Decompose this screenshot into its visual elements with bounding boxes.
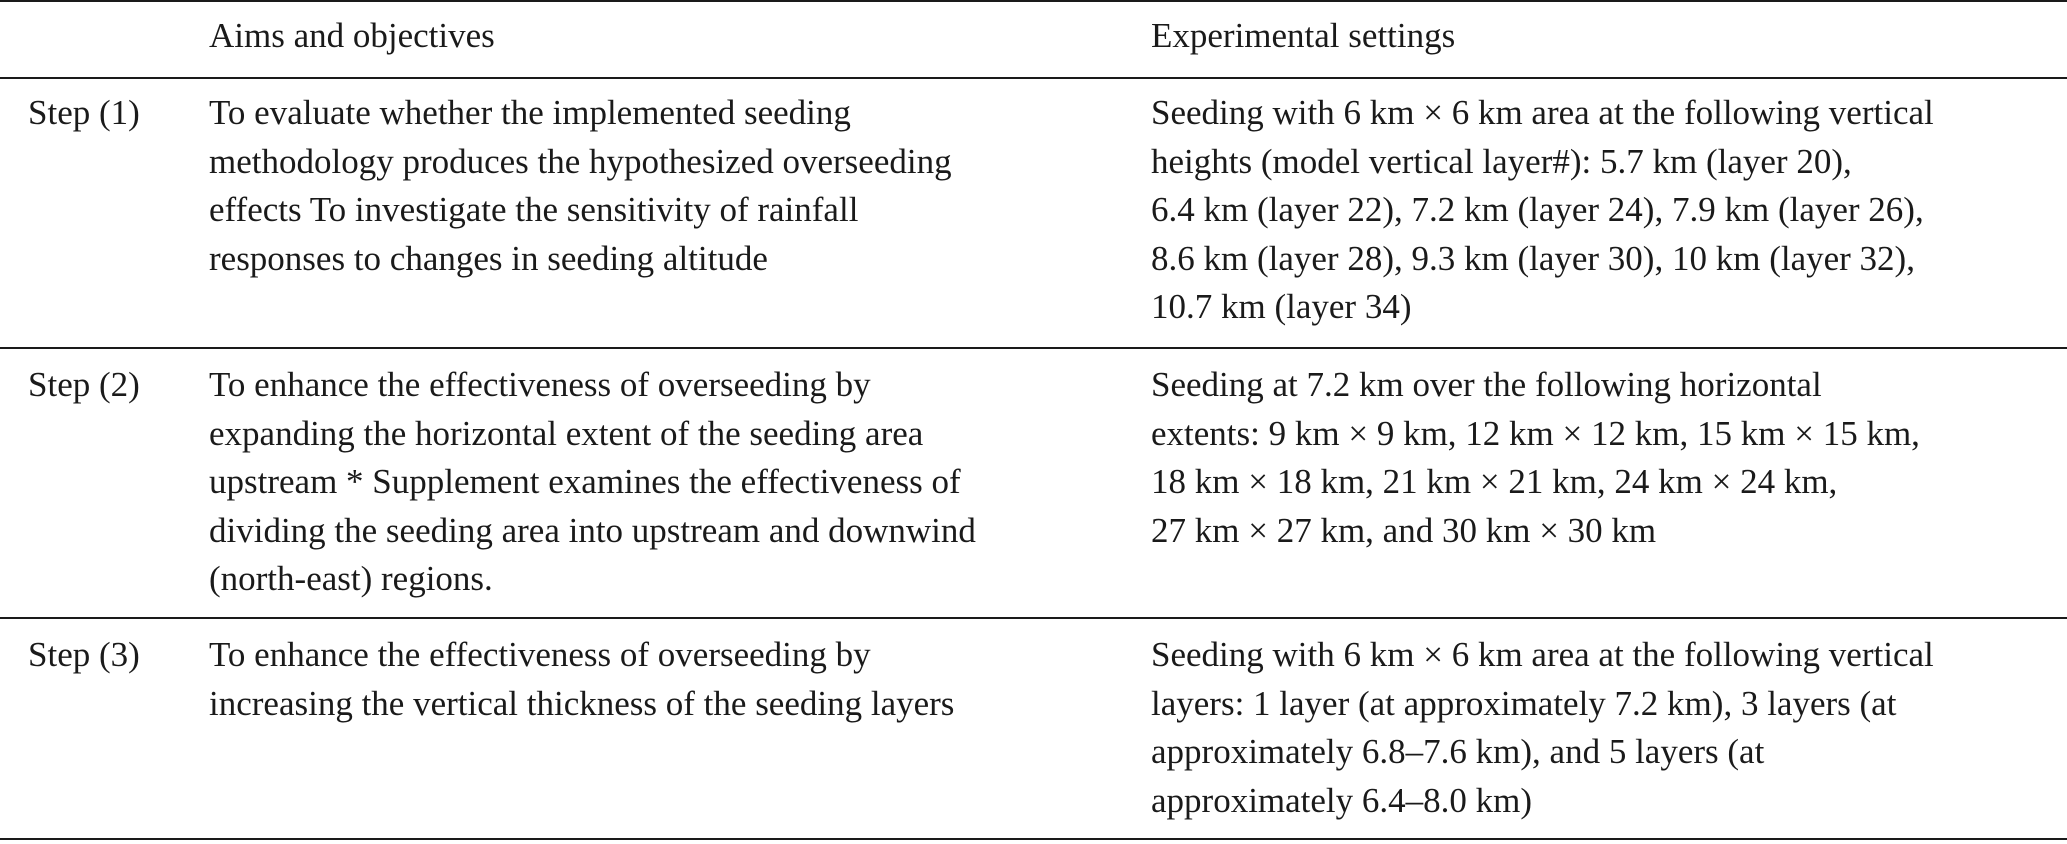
row-1-aims-line: effects To investigate the sensitivity of rainfall: [209, 190, 859, 229]
row-1-settings-line: Seeding with 6 km × 6 km area at the following vertical: [1151, 93, 1934, 132]
row-2-settings-line: 27 km × 27 km, and 30 km × 30 km: [1151, 510, 1657, 550]
header-settings: Experimental settings: [1151, 16, 1456, 55]
row-3-settings-line: layers: 1 layer (at approximately 7.2 km), 3 layers (at: [1151, 683, 1897, 723]
row-2-aims-line: dividing the seeding area into upstream and downwind: [209, 510, 976, 550]
row-1-aims-line: responses to changes in seeding altitude: [209, 238, 768, 278]
row-1-settings-line: heights (model vertical layer#): 5.7 km (layer 20),: [1151, 141, 1852, 181]
row-1-settings-line: 8.6 km (layer 28), 9.3 km (layer 30), 10 km (layer 32),: [1151, 238, 1915, 278]
header-rule: [0, 77, 2067, 79]
row-3-aims: [209, 631, 954, 728]
row-1-settings-line: 6.4 km (layer 22), 7.2 km (layer 24), 7.9 km (layer 26),: [1151, 190, 1924, 229]
table-bottom-rule: [0, 838, 2067, 840]
row-1-aims-line: To evaluate whether the implemented seeding: [209, 93, 851, 132]
row-2-aims-line: upstream * Supplement examines the effectiveness of: [209, 462, 961, 501]
row-1-settings: [1151, 89, 1934, 332]
row-2-aims-line: To enhance the effectiveness of overseeding by: [209, 365, 871, 404]
row-1-step: Step (1): [28, 93, 140, 132]
row-1-settings-line: 10.7 km (layer 34): [1151, 287, 1412, 326]
row-3-settings-line: approximately 6.4–8.0 km): [1151, 780, 1533, 820]
table-top-rule: [0, 0, 2067, 2]
row-1-aims: [209, 89, 952, 283]
row-2-aims-line: (north-east) regions.: [209, 559, 493, 598]
row-3-aims-line: increasing the vertical thickness of the seeding layers: [209, 683, 955, 723]
row-3-settings-line: Seeding with 6 km × 6 km area at the following vertical: [1151, 635, 1934, 674]
row-2-settings-line: 18 km × 18 km, 21 km × 21 km, 24 km × 24 km,: [1151, 462, 1838, 501]
row-3-step: Step (3): [28, 635, 140, 674]
row-2-settings: [1151, 361, 1920, 555]
row-1-aims-line: methodology produces the hypothesized overseeding: [209, 141, 952, 181]
row-2-settings-line: Seeding at 7.2 km over the following horizontal: [1151, 365, 1822, 404]
row-2-aims-line: expanding the horizontal extent of the seeding area: [209, 413, 924, 453]
row-2-rule: [0, 617, 2067, 619]
row-3-aims-line: To enhance the effectiveness of overseeding by: [209, 635, 871, 674]
row-2-aims: [209, 361, 976, 604]
row-2-settings-line: extents: 9 km × 9 km, 12 km × 12 km, 15 km × 15 km,: [1151, 413, 1920, 453]
header-aims: Aims and objectives: [209, 16, 495, 55]
row-3-settings: [1151, 631, 1934, 825]
row-2-step: Step (2): [28, 365, 140, 404]
row-1-rule: [0, 347, 2067, 349]
row-3-settings-line: approximately 6.8–7.6 km), and 5 layers (at: [1151, 732, 1765, 771]
